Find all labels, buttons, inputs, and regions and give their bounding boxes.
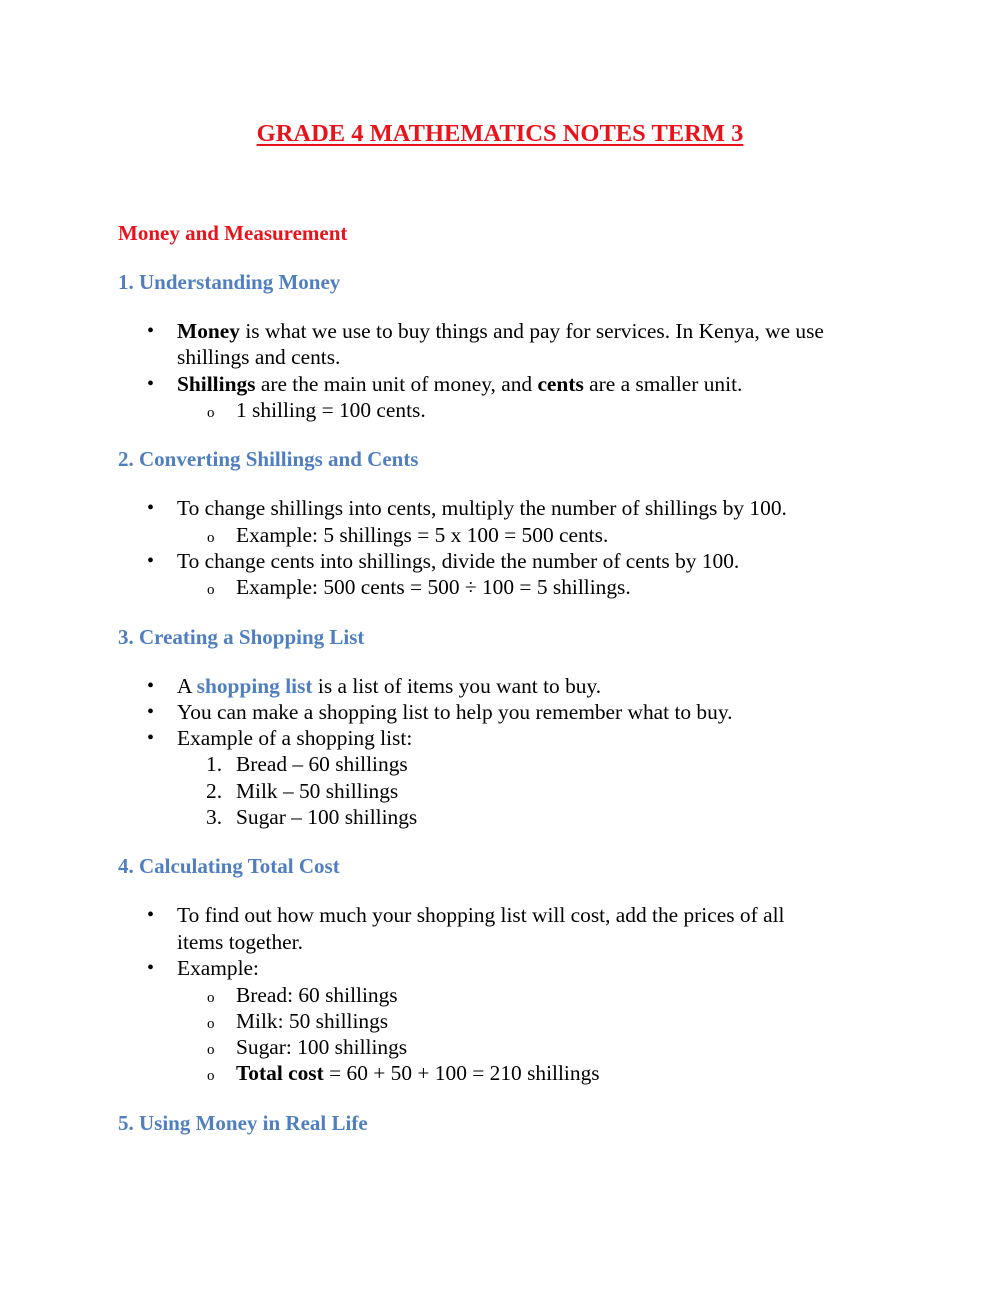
- list-item-text: are a smaller unit.: [583, 372, 743, 396]
- page-title: GRADE 4 MATHEMATICS NOTES TERM 3: [256, 120, 744, 147]
- term-shopping-list: shopping list: [196, 674, 313, 698]
- item-text: Sugar – 100 shillings: [236, 805, 418, 829]
- section-heading: Money and Measurement: [118, 221, 348, 245]
- item-text: Bread – 60 shillings: [236, 752, 408, 776]
- list-item-continuation: items together.: [177, 930, 303, 954]
- heading-converting: 2. Converting Shillings and Cents: [118, 447, 419, 471]
- list-item-continuation: shillings and cents.: [177, 345, 341, 369]
- list-item-text: = 60 + 50 + 100 = 210 shillings: [323, 1061, 600, 1085]
- item-text: Milk – 50 shillings: [236, 779, 399, 803]
- item-number: 2.: [206, 779, 223, 803]
- list-item: • To find out how much your shopping list will cost, add the prices of all: [177, 902, 784, 929]
- list-item: [177, 371, 742, 398]
- heading-total-cost: 4. Calculating Total Cost: [118, 854, 340, 878]
- item-number: 1.: [206, 752, 223, 776]
- numbered-item: [206, 751, 408, 778]
- sub-list-item: o Milk: 50 shillings: [236, 1008, 388, 1035]
- list-item: • Example:: [177, 955, 259, 982]
- list-item-text: are the main unit of money, and: [255, 372, 538, 396]
- sub-list-item: o Example: 500 cents = 500 ÷ 100 = 5 shillings.: [236, 574, 631, 601]
- list-item: • To change shillings into cents, multiply the number of shillings by 100.: [177, 495, 787, 522]
- list-item-text: is a list of items you want to buy.: [312, 674, 602, 698]
- heading-real-life: 5. Using Money in Real Life: [118, 1111, 368, 1135]
- list-item-text: A: [177, 674, 197, 698]
- numbered-item: [206, 778, 399, 805]
- sub-list-item: o Sugar: 100 shillings: [236, 1034, 407, 1061]
- sub-list-item: o Bread: 60 shillings: [236, 982, 398, 1009]
- term-cents: cents: [537, 372, 584, 396]
- heading-shopping-list: 3. Creating a Shopping List: [118, 625, 365, 649]
- item-number: 3.: [206, 805, 223, 829]
- list-item: • Example of a shopping list:: [177, 725, 412, 752]
- sub-list-item: o 1 shilling = 100 cents.: [236, 397, 426, 424]
- list-item-text: is what we use to buy things and pay for services. In Kenya, we use: [239, 319, 824, 343]
- sub-list-item: [236, 1060, 600, 1087]
- term-money: Money: [177, 319, 240, 343]
- numbered-item: [206, 804, 418, 831]
- list-item: • To change cents into shillings, divide the number of cents by 100.: [177, 548, 739, 575]
- list-item: • You can make a shopping list to help you remember what to buy.: [177, 699, 732, 726]
- term-shillings: Shillings: [177, 372, 256, 396]
- list-item: [177, 673, 601, 700]
- heading-understanding-money: 1. Understanding Money: [118, 270, 341, 294]
- sub-list-item: o Example: 5 shillings = 5 x 100 = 500 cents.: [236, 522, 608, 549]
- term-total-cost: Total cost: [236, 1061, 324, 1085]
- list-item: [177, 318, 824, 345]
